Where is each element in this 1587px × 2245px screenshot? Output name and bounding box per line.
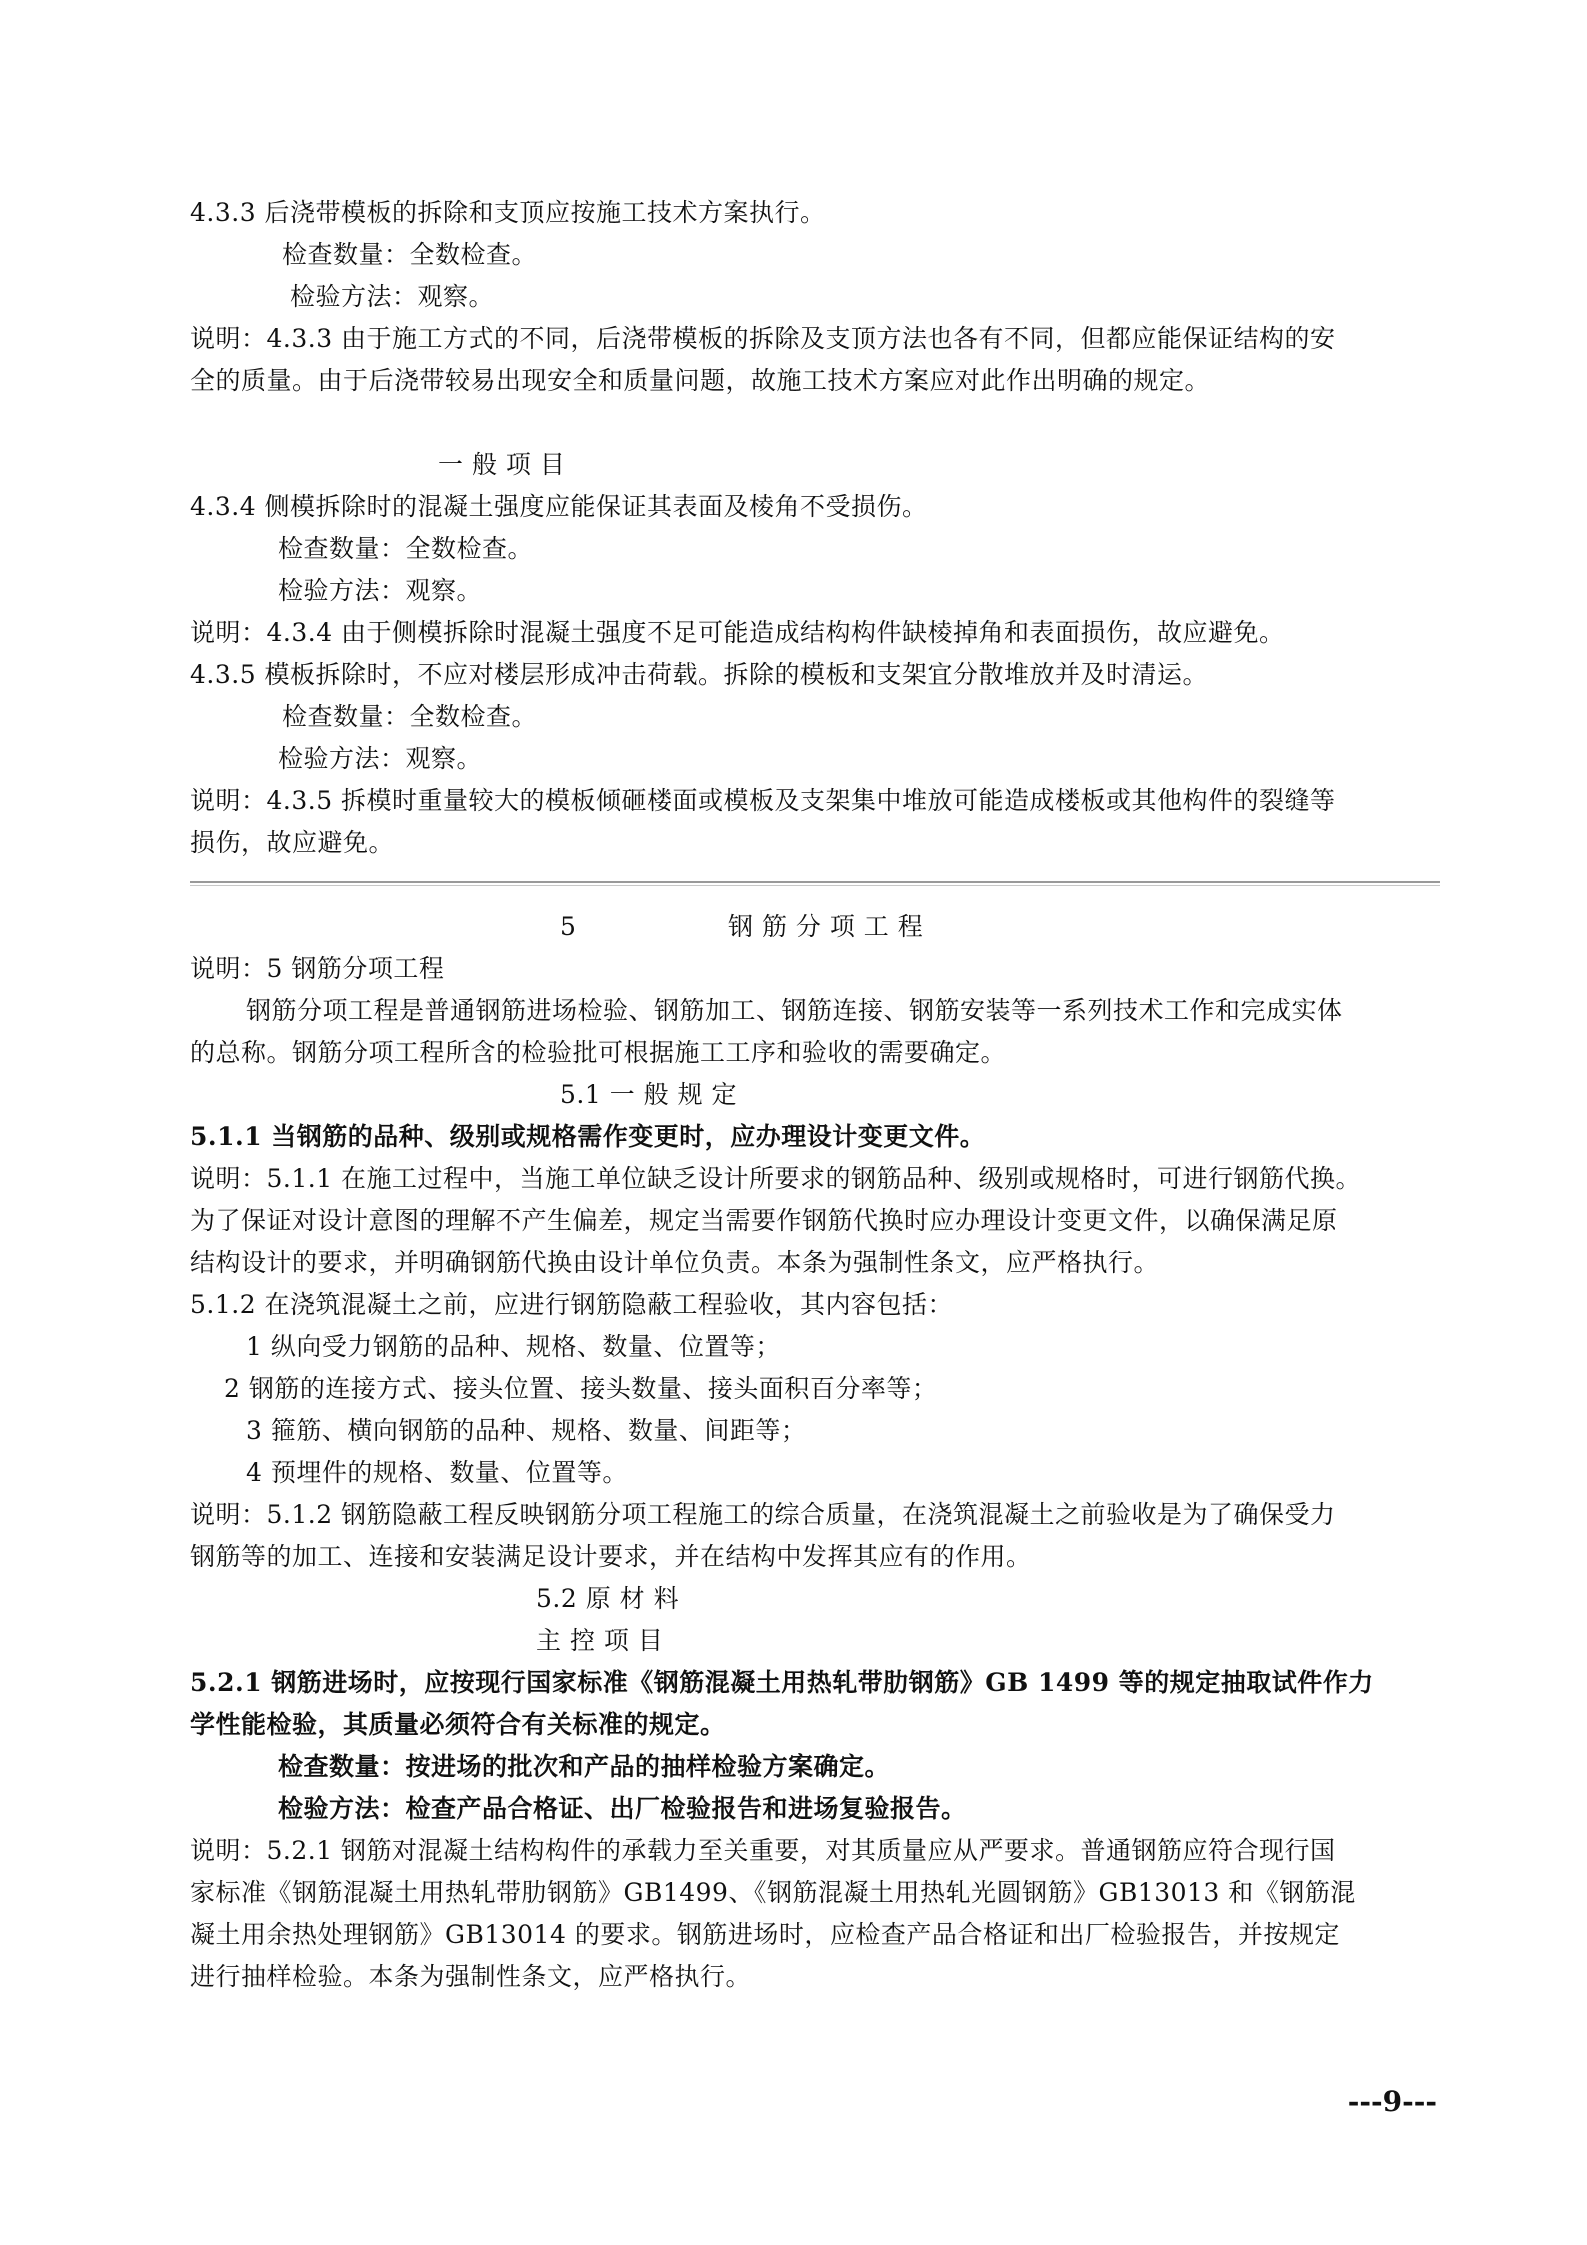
inspection-method: 检验方法：观察。 (278, 744, 483, 773)
list-item: 1 纵向受力钢筋的品种、规格、数量、位置等； (246, 1332, 781, 1361)
section-heading-main-items: 主 控 项 目 (536, 1626, 664, 1655)
clause-5-2-1: 5.2.1 钢筋进场时，应按现行国家标准《钢筋混凝土用热轧带肋钢筋》GB 1499 等的规定抽取试件作力 (190, 1668, 1374, 1697)
clause-5-2-1: 学性能检验，其质量必须符合有关标准的规定。 (190, 1710, 726, 1739)
section-heading-5-2: 5.2 原 材 料 (536, 1584, 680, 1613)
explanation-line: 说明：5 钢筋分项工程 (190, 954, 445, 983)
clause-4-3-4: 4.3.4 侧模拆除时的混凝土强度应能保证其表面及棱角不受损伤。 (190, 492, 928, 521)
chapter-title: 钢 筋 分 项 工 程 (728, 912, 924, 941)
clause-5-1-1: 5.1.1 当钢筋的品种、级别或规格需作变更时，应办理设计变更文件。 (190, 1122, 986, 1151)
page-number: ---9--- (1347, 2085, 1437, 2118)
section-divider (190, 881, 1440, 886)
section-heading-5-1: 5.1 一 般 规 定 (560, 1080, 738, 1109)
inspection-method: 检验方法：检查产品合格证、出厂检验报告和进场复验报告。 (278, 1794, 967, 1823)
explanation-line: 钢筋等的加工、连接和安装满足设计要求，并在结构中发挥其应有的作用。 (190, 1542, 1032, 1571)
clause-4-3-3: 4.3.3 后浇带模板的拆除和支顶应按施工技术方案执行。 (190, 198, 826, 227)
explanation-line: 说明：4.3.3 由于施工方式的不同，后浇带模板的拆除及支顶方法也各有不同，但都应能保证结构的安 (190, 324, 1336, 353)
inspection-method: 检验方法：观察。 (290, 282, 495, 311)
clause-4-3-5: 4.3.5 模板拆除时，不应对楼层形成冲击荷载。拆除的模板和支架宜分散堆放并及时清运。 (190, 660, 1209, 689)
inspection-method: 检验方法：观察。 (278, 576, 483, 605)
explanation-line: 家标准《钢筋混凝土用热轧带肋钢筋》GB1499、《钢筋混凝土用热轧光圆钢筋》GB13013 和《钢筋混 (190, 1878, 1356, 1907)
list-item: 3 箍筋、横向钢筋的品种、规格、数量、间距等； (246, 1416, 807, 1445)
explanation-line: 为了保证对设计意图的理解不产生偏差，规定当需要作钢筋代换时应办理设计变更文件，以确保满足原 (190, 1206, 1338, 1235)
inspection-quantity: 检查数量：全数检查。 (278, 534, 534, 563)
list-item: 2 钢筋的连接方式、接头位置、接头数量、接头面积百分率等； (224, 1374, 938, 1403)
explanation-line: 说明：5.2.1 钢筋对混凝土结构构件的承载力至关重要，对其质量应从严要求。普通钢筋应符合现行国 (190, 1836, 1336, 1865)
explanation-line: 说明：4.3.4 由于侧模拆除时混凝土强度不足可能造成结构构件缺棱掉角和表面损伤，故应避免。 (190, 618, 1285, 647)
explanation-line: 凝土用余热处理钢筋》GB13014 的要求。钢筋进场时，应检查产品合格证和出厂检验报告，并按规定 (190, 1920, 1340, 1949)
inspection-quantity: 检查数量：按进场的批次和产品的抽样检验方案确定。 (278, 1752, 891, 1781)
section-heading-general-items: 一 般 项 目 (438, 450, 566, 479)
explanation-line: 说明：5.1.2 钢筋隐蔽工程反映钢筋分项工程施工的综合质量，在浇筑混凝土之前验收是为了确保受力 (190, 1500, 1336, 1529)
explanation-line: 损伤，故应避免。 (190, 828, 395, 857)
paragraph-line: 的总称。钢筋分项工程所含的检验批可根据施工工序和验收的需要确定。 (190, 1038, 1007, 1067)
explanation-line: 说明：5.1.1 在施工过程中，当施工单位缺乏设计所要求的钢筋品种、级别或规格时，可进行钢筋代换。 (190, 1164, 1362, 1193)
chapter-number: 5 (560, 912, 577, 941)
clause-5-1-2: 5.1.2 在浇筑混凝土之前，应进行钢筋隐蔽工程验收，其内容包括： (190, 1290, 954, 1319)
inspection-quantity: 检查数量：全数检查。 (282, 240, 538, 269)
paragraph-line: 钢筋分项工程是普通钢筋进场检验、钢筋加工、钢筋连接、钢筋安装等一系列技术工作和完成实体 (246, 996, 1343, 1025)
explanation-line: 全的质量。由于后浇带较易出现安全和质量问题，故施工技术方案应对此作出明确的规定。 (190, 366, 1211, 395)
explanation-line: 说明：4.3.5 拆模时重量较大的模板倾砸楼面或模板及支架集中堆放可能造成楼板或其他构件的裂缝等 (190, 786, 1336, 815)
inspection-quantity: 检查数量：全数检查。 (282, 702, 538, 731)
list-item: 4 预埋件的规格、数量、位置等。 (246, 1458, 628, 1487)
explanation-line: 进行抽样检验。本条为强制性条文，应严格执行。 (190, 1962, 752, 1991)
explanation-line: 结构设计的要求，并明确钢筋代换由设计单位负责。本条为强制性条文，应严格执行。 (190, 1248, 1160, 1277)
